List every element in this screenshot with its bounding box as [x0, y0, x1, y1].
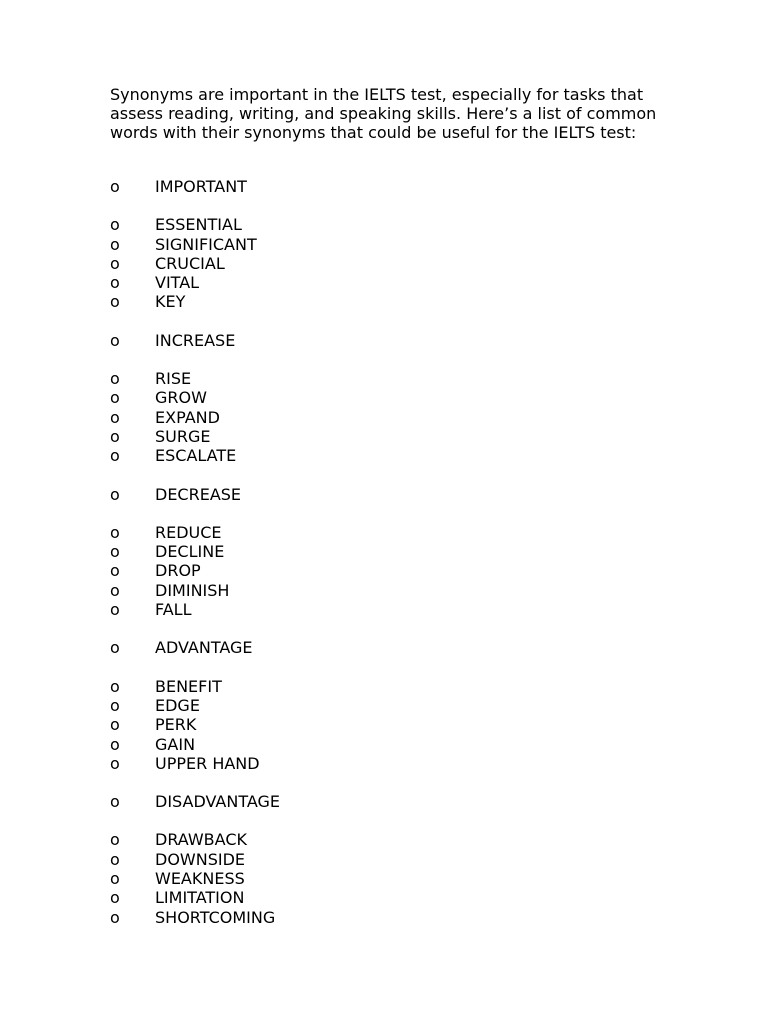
bullet-marker: o	[110, 446, 120, 466]
synonym: GROW	[155, 388, 207, 408]
headword: DECREASE	[155, 484, 242, 504]
list-item-synonym	[110, 235, 670, 254]
list-item-synonym	[110, 581, 670, 600]
bullet-marker: o	[110, 849, 120, 869]
bullet-marker: o	[110, 484, 120, 504]
list-item-synonym	[110, 735, 670, 754]
bullet-marker: o	[110, 215, 120, 235]
list-item-synonym	[110, 830, 670, 849]
synonym: SURGE	[155, 426, 211, 446]
synonym: REDUCE	[155, 522, 222, 542]
list-item-synonym	[110, 427, 670, 446]
list-item-synonym	[110, 273, 670, 292]
bullet-marker: o	[110, 522, 120, 542]
list-item-synonym	[110, 561, 670, 580]
synonym: VITAL	[155, 273, 200, 293]
bullet-marker: o	[110, 869, 120, 889]
list-item-headword	[110, 638, 670, 657]
list-item-synonym	[110, 446, 670, 465]
bullet-marker: o	[110, 600, 120, 620]
bullet-marker: o	[110, 542, 120, 562]
headword: IMPORTANT	[155, 177, 247, 196]
bullet-marker: o	[110, 715, 120, 735]
bullet-marker: o	[110, 792, 120, 812]
synonym: EDGE	[155, 695, 200, 715]
bullet-marker: o	[110, 426, 120, 446]
list-item-synonym	[110, 696, 670, 715]
list-item-synonym	[110, 215, 670, 234]
synonym-group	[110, 638, 670, 773]
synonym: DROP	[155, 561, 201, 581]
synonym: PERK	[155, 715, 197, 735]
bullet-marker: o	[110, 638, 120, 658]
list-item-headword	[110, 792, 670, 811]
bullet-marker: o	[110, 830, 120, 850]
list-item-synonym	[110, 388, 670, 407]
synonym: KEY	[155, 292, 186, 312]
list-item-synonym	[110, 542, 670, 561]
synonym-list	[110, 177, 670, 946]
headword: INCREASE	[155, 330, 236, 350]
synonym: DRAWBACK	[155, 830, 247, 850]
synonym-group	[110, 177, 670, 312]
bullet-marker: o	[110, 273, 120, 293]
list-item-synonym	[110, 677, 670, 696]
bullet-marker: o	[110, 388, 120, 408]
list-item-synonym	[110, 369, 670, 388]
synonym: LIMITATION	[155, 888, 245, 908]
bullet-marker: o	[110, 753, 120, 773]
bullet-marker: o	[110, 676, 120, 696]
bullet-marker: o	[110, 369, 120, 389]
synonym: SIGNIFICANT	[155, 234, 257, 254]
synonym-group	[110, 485, 670, 620]
list-item-synonym	[110, 888, 670, 907]
synonym: CRUCIAL	[155, 253, 225, 273]
list-item-synonym	[110, 869, 670, 888]
synonym-group	[110, 792, 670, 927]
bullet-marker: o	[110, 580, 120, 600]
synonym: RISE	[155, 369, 192, 389]
bullet-marker: o	[110, 888, 120, 908]
list-item-synonym	[110, 715, 670, 734]
bullet-marker: o	[110, 907, 120, 927]
bullet-marker: o	[110, 734, 120, 754]
synonym-group	[110, 331, 670, 466]
list-item-synonym	[110, 523, 670, 542]
headword: ADVANTAGE	[155, 638, 253, 658]
list-item-synonym	[110, 850, 670, 869]
synonym: DECLINE	[155, 542, 225, 562]
bullet-marker: o	[110, 292, 120, 312]
synonym: ESSENTIAL	[155, 215, 242, 235]
synonym: FALL	[155, 600, 192, 620]
list-item-headword	[110, 331, 670, 350]
synonym: BENEFIT	[155, 676, 222, 696]
list-item-synonym	[110, 408, 670, 427]
synonym: DOWNSIDE	[155, 849, 246, 869]
synonym: ESCALATE	[155, 446, 237, 466]
synonym: GAIN	[155, 734, 196, 754]
bullet-marker: o	[110, 561, 120, 581]
list-item-headword	[110, 485, 670, 504]
synonym: EXPAND	[155, 407, 220, 427]
headword: DISADVANTAGE	[155, 792, 281, 812]
bullet-marker: o	[110, 407, 120, 427]
list-item-synonym	[110, 600, 670, 619]
synonym: WEAKNESS	[155, 869, 245, 889]
list-item-synonym	[110, 754, 670, 773]
synonym: SHORTCOMING	[155, 907, 276, 927]
intro-paragraph: Synonyms are important in the IELTS test, especially for tasks that assess reading, writing, and speaking skills. Here’s a list of common words with their synonyms that could be useful for the IELTS test:	[110, 85, 657, 143]
list-item-synonym	[110, 292, 670, 311]
bullet-marker: o	[110, 330, 120, 350]
bullet-marker: o	[110, 253, 120, 273]
list-item-headword	[110, 177, 670, 196]
bullet-marker: o	[110, 177, 120, 196]
list-item-synonym	[110, 254, 670, 273]
bullet-marker: o	[110, 695, 120, 715]
bullet-marker: o	[110, 234, 120, 254]
list-item-synonym	[110, 908, 670, 927]
synonym: UPPER HAND	[155, 753, 260, 773]
synonym: DIMINISH	[155, 580, 230, 600]
